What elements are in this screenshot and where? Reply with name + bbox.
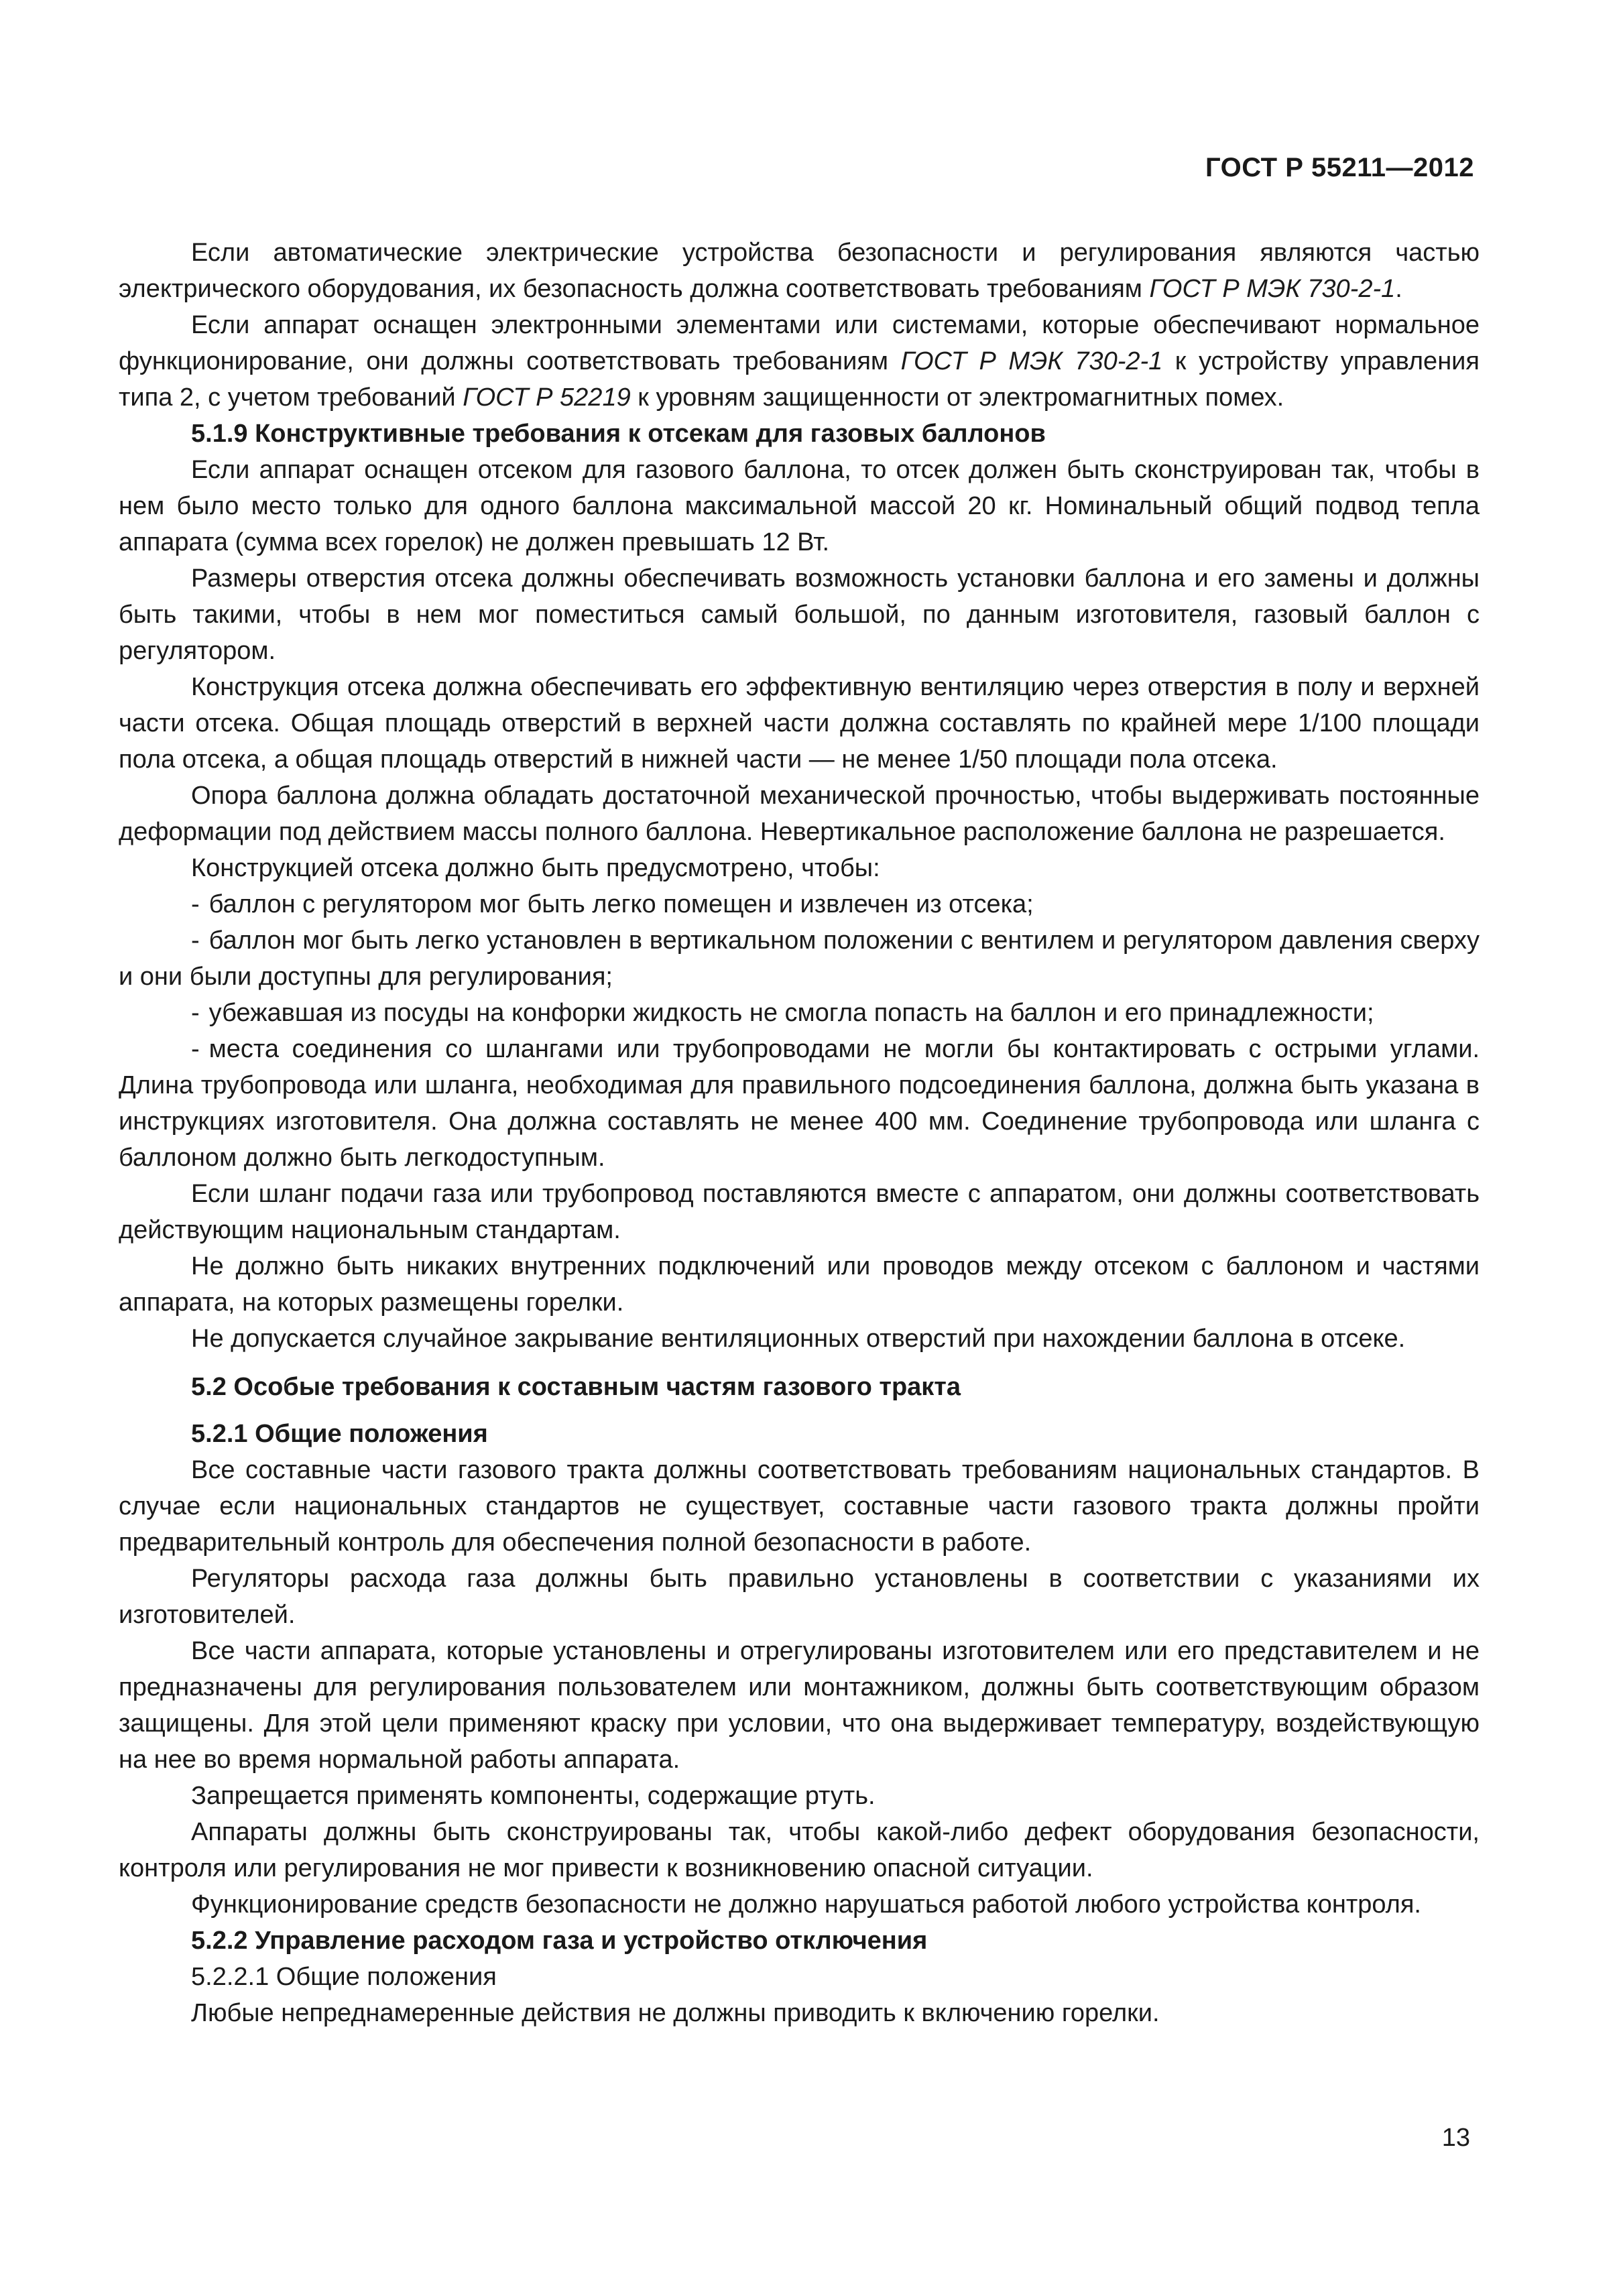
paragraph: Функционирование средств безопасности не должно нарушаться работой любого устройства контроля.: [191, 1890, 1421, 1919]
list-item-text: баллон мог быть легко установлен в вертикальном положении с вентилем и регулятором давления сверху и они были доступны для регулирования;: [119, 926, 1480, 991]
requirements-list: [119, 886, 1480, 1176]
standard-reference: ГОСТ Р МЭК 730-2-1: [1149, 275, 1396, 303]
list-item: - места соединения со шлангами или трубопроводами не могли бы контактировать с острыми углами. Длина трубопровода или шланга, необходимая для правильного подсоединения баллона, должна быть указана в инструкциях изготовителя. Она должна составлять не менее 400 мм. Соединение трубопровода или шланга с баллоном должно быть легкодоступным.: [119, 1035, 1480, 1172]
paragraph: Не допускается случайное закрывание вентиляционных отверстий при нахождении баллона в отсеке.: [191, 1325, 1406, 1353]
list-item-text: места соединения со шлангами или трубопроводами не могли бы контактировать с острыми углами. Длина трубопровода или шланга, необходимая для правильного подсоединения баллона, должна быть указана в инструкциях изготовителя. Она должна составлять не менее 400 мм. Соединение трубопровода или шланга с баллоном должно быть легкодоступным.: [119, 1035, 1480, 1172]
text: к уровням защищенности от электромагнитных помех.: [630, 383, 1284, 412]
section-heading-5-1-9: 5.1.9 Конструктивные требования к отсекам для газовых баллонов: [191, 420, 1046, 448]
paragraph: [119, 235, 1480, 307]
subsection-heading-5-2-2-1: 5.2.2.1 Общие положения: [191, 1963, 497, 1991]
paragraph: [119, 307, 1480, 416]
standard-reference: ГОСТ Р МЭК 730-2-1: [900, 347, 1163, 375]
paragraph: Запрещается применять компоненты, содержащие ртуть.: [191, 1782, 876, 1810]
list-item-text: убежавшая из посуды на конфорки жидкость не смогла попасть на баллон и его принадлежности;: [208, 999, 1374, 1027]
paragraph: Не должно быть никаких внутренних подключений или проводов между отсеком с баллоном и частями аппарата, на которых размещены горелки.: [119, 1252, 1480, 1317]
paragraph: Регуляторы расхода газа должны быть правильно установлены в соответствии с указаниями их изготовителей.: [119, 1565, 1480, 1629]
list-item-text: баллон с регулятором мог быть легко помещен и извлечен из отсека;: [208, 890, 1034, 918]
paragraph: Если аппарат оснащен отсеком для газового баллона, то отсек должен быть сконструирован так, чтобы в нем было место только для одного баллона максимальной массой 20 кг. Номинальный общий подвод тепла аппарата (сумма всех горелок) не должен превышать 12 Вт.: [119, 456, 1480, 556]
section-heading-5-2-1: 5.2.1 Общие положения: [191, 1420, 488, 1448]
standard-reference: ГОСТ Р 52219: [463, 383, 631, 412]
text: Если аппарат оснащен электронными элементами или системами, которые обеспечивают нормальное функционирование, они должны соответствовать требованиям: [119, 311, 1480, 375]
paragraph: Размеры отверстия отсека должны обеспечивать возможность установки баллона и его замены и должны быть такими, чтобы в нем мог поместиться самый большой, по данным изготовителя, газовый баллон с регулятором.: [119, 564, 1480, 665]
paragraph: Опора баллона должна обладать достаточной механической прочностью, чтобы выдерживать постоянные деформации под действием массы полного баллона. Невертикальное расположение баллона не разрешается.: [119, 782, 1480, 846]
section-heading-5-2-2: 5.2.2 Управление расходом газа и устройство отключения: [191, 1927, 928, 1955]
document-header: ГОСТ Р 55211—2012: [1205, 153, 1474, 182]
section-heading-5-2: 5.2 Особые требования к составным частям газового тракта: [191, 1373, 961, 1401]
paragraph: Аппараты должны быть сконструированы так, чтобы какой-либо дефект оборудования безопасности, контроля или регулирования не мог привести к возникновению опасной ситуации.: [119, 1818, 1480, 1882]
list-item: - баллон с регулятором мог быть легко помещен и извлечен из отсека;: [191, 890, 1034, 918]
text: к устройству управления типа 2, с учетом требований: [119, 347, 1480, 412]
page-number: 13: [1441, 2124, 1470, 2152]
list-item: - убежавшая из посуды на конфорки жидкость не смогла попасть на баллон и его принадлежности;: [191, 999, 1374, 1027]
paragraph: Все части аппарата, которые установлены и отрегулированы изготовителем или его представителем и не предназначены для регулирования пользователем или монтажником, должны быть соответствующим образом защищены. Для этой цели применяют краску при условии, что она выдерживает температуру, воздействующую на нее во время нормальной работы аппарата.: [119, 1637, 1480, 1774]
paragraph: Если шланг подачи газа или трубопровод поставляются вместе с аппаратом, они должны соответствовать действующим национальным стандартам.: [119, 1180, 1480, 1244]
paragraph: Конструкция отсека должна обеспечивать его эффективную вентиляцию через отверстия в полу и верхней части отсека. Общая площадь отверстий в верхней части должна составлять по крайней мере 1/100 площади пола отсека, а общая площадь отверстий в нижней части — не менее 1/50 площади пола отсека.: [119, 673, 1480, 774]
paragraph: Все составные части газового тракта должны соответствовать требованиям национальных стандартов. В случае если национальных стандартов не существует, составные части газового тракта должны пройти предварительный контроль для обеспечения полной безопасности в работе.: [119, 1456, 1480, 1557]
text: .: [1395, 275, 1402, 303]
paragraph: Конструкцией отсека должно быть предусмотрено, чтобы:: [191, 854, 880, 882]
text: Если автоматические электрические устройства безопасности и регулирования являются частью электрического оборудования, их безопасность должна соответствовать требованиям: [119, 239, 1480, 303]
document-body: [119, 235, 1480, 2031]
list-item: - баллон мог быть легко установлен в вертикальном положении с вентилем и регулятором давления сверху и они были доступны для регулирования;: [119, 926, 1480, 991]
paragraph: Любые непреднамеренные действия не должны приводить к включению горелки.: [191, 1999, 1160, 2027]
